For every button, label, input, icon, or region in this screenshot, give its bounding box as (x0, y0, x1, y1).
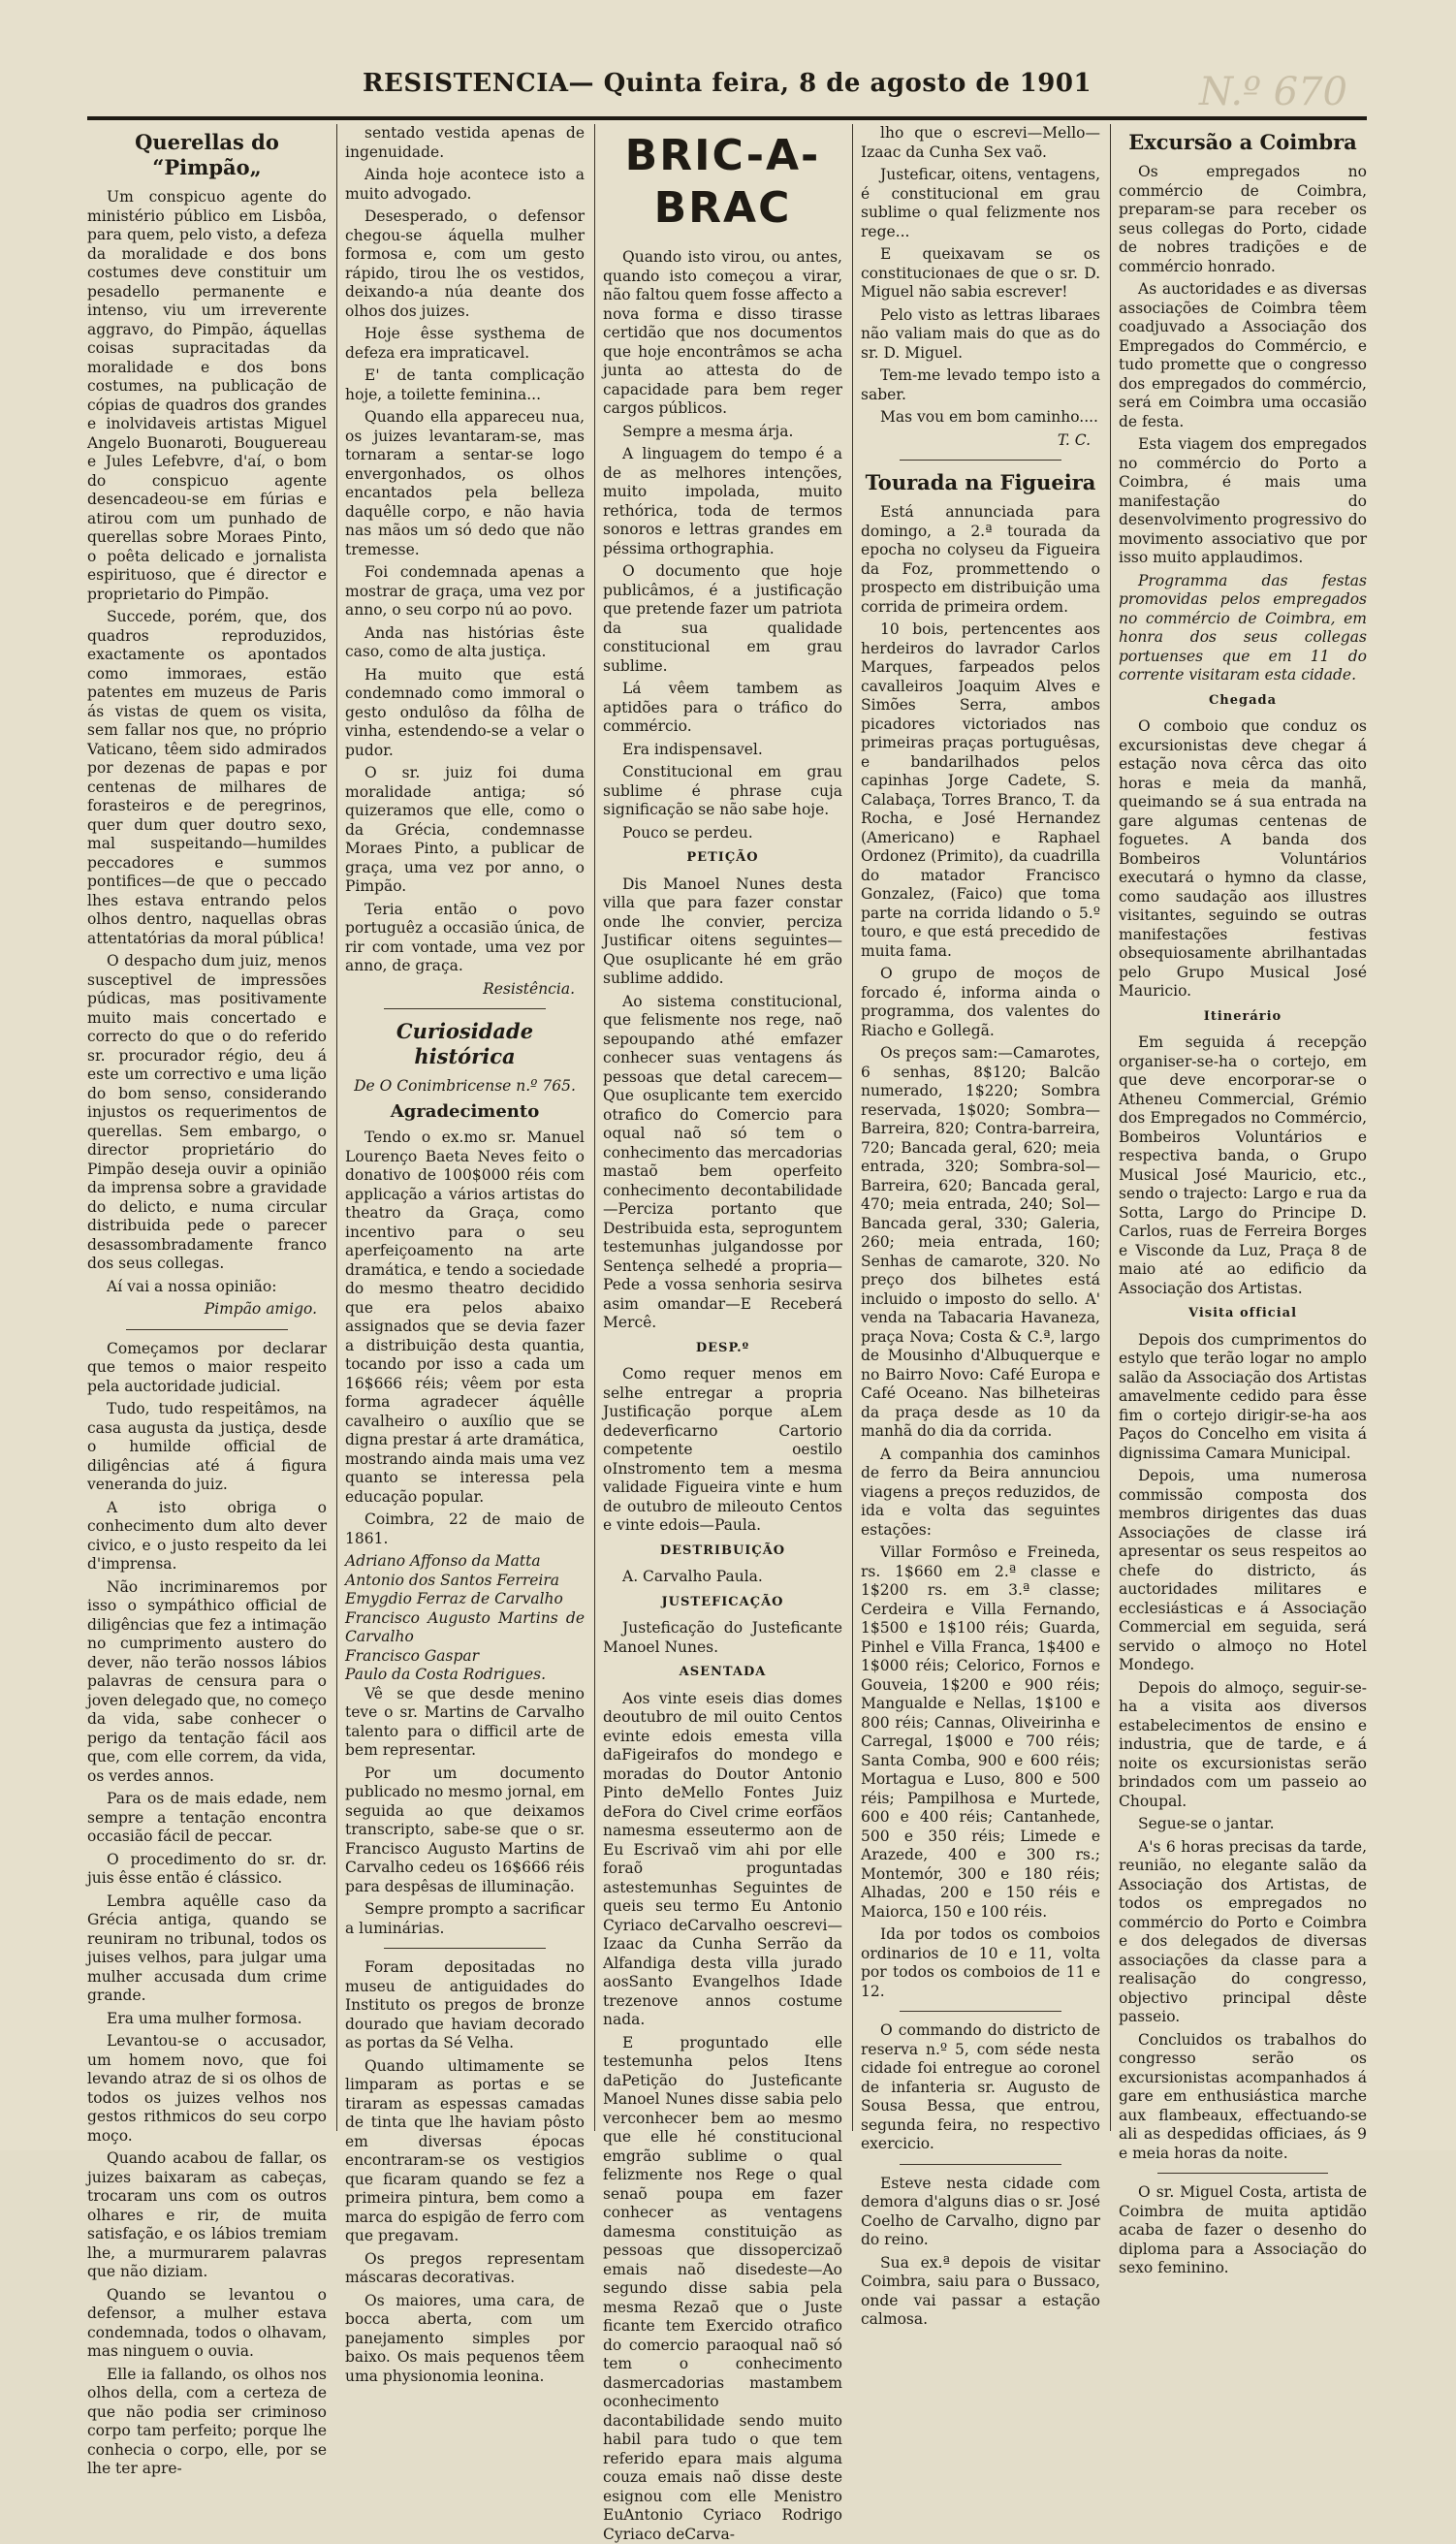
asentada-heading: ASENTADA (603, 1663, 842, 1682)
col5-paragraph: Depois, uma numerosa commissão composta dos membros dirigentes das duas Associações de classe irá apresentar os seus respeitos ao chefe do districto, ás auctoridades militares e ecclesiásticas e á Associação Commercial em seguida, será servido o almoço no Hotel Mondego. (1119, 1467, 1367, 1675)
separator (126, 1329, 288, 1330)
col2-paragraph: Foram depositadas no museu de antiguidades do Instituto os pregos de bronze dourado que haviam decorado as portas da Sé Velha. (345, 1958, 585, 2053)
col2-paragraph: Desesperado, o defensor chegou-se áquella mulher formosa e, com um gesto rápido, tirou lhe os vestidos, deixando-a núa deante dos olhos dos juizes. (345, 207, 585, 321)
program-intro: Programma das festas promovidas pelos empregados no commércio de Coimbra, em honra dos seus collegas portuenses que em 11 do corrente visitaram esta cidade. (1119, 572, 1367, 685)
col2-paragraph: E' de tanta complicação hoje, a toilette feminina... (345, 366, 585, 404)
col3-paragraph: Dis Manoel Nunes desta villa que para fazer constar onde lhe convier, perciza Justificar oitens seguintes—Que osuplicante hé em grão sublime addido. (603, 875, 842, 989)
signatory-name: Antonio dos Santos Ferreira (345, 1572, 585, 1591)
column-1 (87, 124, 327, 2131)
masthead (87, 62, 1367, 120)
col3-paragraph: Aos vinte eseis dias domes deoutubro de mil ouito Centos evinte edois emesta villa daFigeirafos do mondego e moradas do Doutor Antonio Pinto deMello Fontes Juiz deFora do Civel crime eorfãos namesma esseutermo aon de Eu Escrivaõ vim ahi por elle foraõ proguntadas astestemunhas Seguintes de queis seu termo Eu Antonio Cyriaco deCarvalho oescrevi—Izaac da Cunha Serrão da Alfandiga desta villa jurado aosSanto Evangelhos Idade trezenove annos costume nada. (603, 1690, 842, 2030)
col2-paragraph: Vê se que desde menino teve o sr. Martins de Carvalho talento para o difficil arte de bem representar. (345, 1685, 585, 1761)
issue-number: N.º 670 (1199, 70, 1347, 114)
col5-paragraph: As auctoridades e as diversas associações de Coimbra têem coadjuvado a Associação dos Empregados do Commércio, e tudo promette que o congresso dos empregados do commércio, será em Coimbra uma occasião de festa. (1119, 280, 1367, 431)
col3-paragraph: A. Carvalho Paula. (603, 1568, 842, 1587)
col3-paragraph: Como requer menos em selhe entregar a propria Justificação porque aLem dedeverficarno Cartorio competente oestilo oInstromento tem a mesma validade Figueira vinte e hum de outubro de mileouto Centos e vinte edois—Paula. (603, 1365, 842, 1536)
destribuicao-heading: DESTRIBUIÇÃO (603, 1542, 842, 1561)
signatory-name: Adriano Affonso da Matta (345, 1552, 585, 1572)
agradecimento-heading: Agradecimento (345, 1102, 585, 1122)
col3-paragraph: O documento que hoje publicâmos, é a justificação que pretende fazer um patriota da sua qualidade constitucional em grau sublime. (603, 562, 842, 676)
col2-paragraph: Teria então o povo portuguêz a occasião única, de rir com vontade, uma vez por anno, de graça. (345, 901, 585, 976)
col1-paragraph: Era uma mulher formosa. (87, 2010, 327, 2029)
separator (384, 1948, 546, 1949)
col2-paragraph: Quando ella appareceu nua, os juizes levantaram-se, mas tornaram a sentar-se logo envergonhados, os olhos encantados pela belleza daquêlle corpo, e não havia nas mãos um só dedo que não tremesse. (345, 408, 585, 559)
excursao-heading: Excursão a Coimbra (1119, 130, 1367, 155)
col3-paragraph: E proguntado elle testemunha pelos Itens daPetição do Justeficante Manoel Nunes disse sabia pelo verconhecer bem ao mesmo que elle hé constitucional emgrão sublime o qual felizmente nos Rege o qual senaõ poupa em fazer conhecer as ventagens damesma constituição as pessoas que dissopercizaõ emais naõ disedeste—Ao segundo disse sabia pela mesma Rezaõ que o Juste ficante tem Exercido otrafico do comercio paraoqual naõ só tem o conhecimento dasmercadorias mastambem oconhecimento dacontabilidade sendo muito habil para tudo o que tem referido epara mais alguma couza emais naõ disse deste esignou com elle Menistro EuAntonio Cyriaco Rodrigo Cyriaco deCarva- (603, 2034, 842, 2544)
column-2 (345, 124, 585, 2131)
col1-paragraph: Lembra aquêlle caso da Grécia antiga, quando se reuniram no tribunal, todos os juises velhos, para julgar uma mulher accusada dum crime grande. (87, 1892, 327, 2006)
column-4 (861, 124, 1100, 2131)
col1-paragraph: Aí vai a nossa opinião: (87, 1278, 327, 1297)
col4-paragraph: E queixavam se os constitucionaes de que o sr. D. Miguel não sabia escrever! (861, 245, 1100, 302)
col4-paragraph: Mas vou em bom caminho.... (861, 408, 1100, 428)
column-rule (1110, 124, 1111, 2131)
col5-paragraph: A's 6 horas precisas da tarde, reunião, no elegante salão da Associação dos Artistas, de todos os empregados no commércio do Porto e Coimbra e dos delegados de diversas associações da classe para a realisação do congresso, objectivo principal dêste passeio. (1119, 1838, 1367, 2027)
col4-paragraph: Está annunciada para domingo, a 2.ª tourada da epocha no colyseu da Figueira da Foz, prommettendo o prospecto em distribuição uma corrida de primeira ordem. (861, 503, 1100, 617)
signatories (345, 1552, 585, 1685)
separator (900, 2011, 1061, 2012)
col2-paragraph: Tendo o ex.mo sr. Manuel Lourenço Baeta Neves feito o donativo de 100$000 réis com applicação a vários artistas do theatro da Graça, como incentivo para o seu aperfeiçoamento na arte dramática, e tendo a sociedade do mesmo theatro decidido que era pelos abaixo assignados que se devia fazer a distribuição desta quantia, tocando por isso a cada um 16$666 réis; vêem por esta forma agradecer áquêlle cavalheiro o auxílio que se digna prestar á arte dramática, mostrando ainda mais uma vez quanto se interessa pela educação popular. (345, 1129, 585, 1507)
col5-paragraph: O comboio que conduz os excursionistas deve chegar á estação nova cêrca das oito horas e meia da manhã, queimando se á sua entrada na gare algumas centenas de foguetes. A banda dos Bombeiros Voluntários executará o hymno da classe, como saudação aos illustres visitantes, seguindo se outras manifestações festivas obsequiosamente abrilhantadas pelo Grupo Musical José Mauricio. (1119, 717, 1367, 1002)
col4-paragraph: O grupo de moços de forcado é, informa ainda o programma, dos valentes do Riacho e Gollegã. (861, 965, 1100, 1040)
col4-paragraph: Ida por todos os comboios ordinarios de 10 e 11, volta por todos os comboios de 11 e 12. (861, 1925, 1100, 2001)
col2-paragraph: Sempre prompto a sacrificar a luminárias. (345, 1900, 585, 1938)
signatory-name: Paulo da Costa Rodrigues. (345, 1666, 585, 1685)
columns (87, 124, 1367, 2131)
col5-paragraph: Em seguida á recepção organiser-se-ha o cortejo, em que deve encorporar-se o Atheneu Commercial, Grémio dos Empregados no Commércio, Bombeiros Voluntários e respectiva banda, o Grupo Musical José Mauricio, etc., sendo o trajecto: Largo e rua da Sotta, Largo do Principe D. Carlos, ruas de Ferreira Borges e Visconde da Luz, Praça 8 de maio até ao edificio da Associação dos Artistas. (1119, 1034, 1367, 1298)
col1-paragraph: Succede, porém, que, dos quadros reproduzidos, exactamente os apontados como immoraes, estão patentes em muzeus de Paris ás vistas de quem os visita, sem fallar nos que, no próprio Vaticano, têem sido admirados por dezenas de papas e por centenas de milhares de forasteiros e de peregrinos, quer dum quer doutro sexo, mal suspeitando—humildes peccadores e summos pontifices—de que o peccado lhes estava entrando pelos olhos dentro, naquellas obras attentatórias da moral pública! (87, 608, 327, 948)
col1-paragraph: Começamos por declarar que temos o maior respeito pela auctoridade judicial. (87, 1340, 327, 1397)
col5-paragraph: Segue-se o jantar. (1119, 1815, 1367, 1834)
signature: T. C. (861, 431, 1091, 451)
col2-paragraph: Por um documento publicado no mesmo jornal, em seguida ao que deixamos transcripto, sabe-se que o sr. Francisco Augusto Martins de Carvalho cedeu os 16$666 réis para despêsas de illuminação. (345, 1765, 585, 1897)
justeficacao-heading: JUSTEFICAÇÃO (603, 1593, 842, 1612)
separator (384, 1008, 546, 1009)
col5-paragraph: Esta viagem dos empregados no commércio do Porto a Coimbra, é mais uma manifestação do desenvolvimento progressivo do movimento associativo que por isso muito applaudimos. (1119, 435, 1367, 568)
col5-paragraph: Concluidos os trabalhos do congresso serão os excursionistas acompanhados á gare em enthusiástica marche aux flambeaux, effectuando-se ali as despedidas officiaes, ás 9 e meia horas da noite. (1119, 2031, 1367, 2164)
col4-paragraph: 10 bois, pertencentes aos herdeiros do lavrador Carlos Marques, farpeados pelos cavalleiros Joaquim Alves e Simões Serra, ambos picadores victoriados nas primeiras praças portuguêsas, e bandarilhados pelos capinhas Jorge Cadete, S. Calabaça, Torres Branco, T. da Rocha, e José Hernandez (Americano) e Raphael Ordonez (Primito), da cuadrilla do matador Francisco Gonzalez, (Faico) que toma parte na corrida lidando o 5.º touro, e que está precedido de muita fama. (861, 620, 1100, 961)
col2-paragraph: Foi condemnada apenas a mostrar de graça, uma vez por anno, o seu corpo nú ao povo. (345, 563, 585, 620)
col1-paragraph: Levantou-se o accusador, um homem novo, que foi levando atraz de si os olhos de todos os juizes velhos nos gestos rithmicos do seu corpo moço. (87, 2032, 327, 2146)
col4-paragraph: Tem-me levado tempo isto a saber. (861, 366, 1100, 404)
visita-official-heading: Visita official (1119, 1304, 1367, 1323)
col1-paragraph: A isto obriga o conhecimento dum alto dever civico, e o justo respeito da lei d'imprensa. (87, 1499, 327, 1574)
col2-paragraph: Coimbra, 22 de maio de 1861. (345, 1510, 585, 1548)
col4-paragraph: Sua ex.ª depois de visitar Coimbra, saiu para o Bussaco, onde vai passar a estação calmosa. (861, 2254, 1100, 2330)
col3-paragraph: Pouco se perdeu. (603, 824, 842, 843)
col5-paragraph: Depois do almoço, seguir-se-ha a visita aos diversos estabelecimentos de ensino e industria, que de tarde, e á noite os excursionistas serão brindados com um passeio ao Choupal. (1119, 1679, 1367, 1812)
col4-paragraph: O commando do districto de reserva n.º 5, com séde nesta cidade foi entregue ao coronel de infanteria sr. Augusto de Sousa Bessa, que entrou, segunda feira, no respectivo exercicio. (861, 2021, 1100, 2154)
bric-a-brac-heading: BRIC-A-BRAC (603, 130, 842, 235)
col4-paragraph: Justeficar, oitens, ventagens, é constitucional em grau sublime o qual felizmente nos rege... (861, 166, 1100, 241)
col2-paragraph: Ha muito que está condemnado como immoral o gesto ondulôso da fôlha de vinha, estendendo-se a velar o pudor. (345, 666, 585, 761)
col1-paragraph: Um conspicuo agente do ministério público em Lisbôa, para quem, pelo visto, a defeza da moralidade e dos bons costumes deve constituir um pesadello permanente e intenso, viu um irreverente aggravo, do Pimpão, áquellas coisas supracitadas da moralidade e dos bons costumes, na publicação de cópias de quadros dos grandes e inolvidaveis artistas Miguel Angelo Buonaroti, Bouguereau e Jules Lefebvre, d'aí, o bom do conspicuo agente desencadeou-se em fúrias e atirou com um punhado de querellas sobre Moraes Pinto, o poêta delicado e jornalista espirituoso, que é director e proprietario do Pimpão. (87, 188, 327, 604)
itinerario-heading: Itinerário (1119, 1007, 1367, 1027)
col1-paragraph: O despacho dum juiz, menos susceptivel de impressões púdicas, mas positivamente muito mais concertado e correcto do que o do referido sr. procurador régio, deu á este um correctivo e uma lição do bom senso, considerando injustos os requerimentos de querellas. Sem embargo, o director proprietário do Pimpão deseja ouvir a opinião da imprensa sobre a gravidade do delicto, e numa circular distribuida pede o parecer desassombradamente franco dos seus collegas. (87, 952, 327, 1274)
col3-paragraph: Justeficação do Justeficante Manoel Nunes. (603, 1619, 842, 1657)
signatory-name: Francisco Augusto Martins de Carvalho (345, 1609, 585, 1647)
masthead-title: RESISTENCIA— Quinta feira, 8 de agosto de 1901 (87, 62, 1367, 105)
col1-paragraph: Quando se levantou o defensor, a mulher estava condemnada, todos o olhavam, mas ninguem o ouvia. (87, 2286, 327, 2362)
col5-paragraph: Depois dos cumprimentos do estylo que terão logar no amplo salão da Associação dos Artistas amavelmente cedido para êsse fim o cortejo dirigir-se-ha aos Paços do Concelho em visita á dignissima Camara Municipal. (1119, 1331, 1367, 1464)
despacho-heading: DESP.º (603, 1339, 842, 1358)
peticao-heading: PETIÇÃO (603, 848, 842, 868)
signatory-name: Francisco Gaspar (345, 1647, 585, 1667)
column-rule (336, 124, 337, 2131)
col1-paragraph: Não incriminaremos por isso o sympáthico official de diligências que fez a intimação no cumprimento austero do dever, não terão nossos lábios palavras de censura para o joven delegado que, no começo da vida, sabe conhecer o perigo da tentação fácil aos que, com elle correm, da vida, os verdes annos. (87, 1578, 327, 1787)
col2-paragraph: Quando ultimamente se limparam as portas e se tiraram as espessas camadas de tinta que lhe haviam pôsto em diversas épocas encontraram-se os vestigios que ficaram quando se fez a primeira pintura, bem como a marca do espigão de ferro com que pregavam. (345, 2057, 585, 2246)
col3-paragraph: Ao sistema constitucional, que felismente nos rege, naõ sepoupando athé emfazer conhecer suas ventagens ás pessoas que detal carecem—Que osuplicante tem exercido otrafico do Comercio para oqual naõ só tem o conhecimento das mercadorias mastaõ bem operfeito conhecimento decontabilidade—Perciza portanto que Destribuida esta, seproguntem testemunhas julgandosse por Sentença selhedé a propria—Pede a vossa senhoria sesirva asim omandar—E Receberá Mercê. (603, 993, 842, 1333)
col5-paragraph: O sr. Miguel Costa, artista de Coimbra de muita aptidão acaba de fazer o desenho do diploma para a Associação do sexo feminino. (1119, 2183, 1367, 2278)
col4-paragraph: Villar Formôso e Freineda, rs. 1$660 em 2.ª classe e 1$200 rs. em 3.ª classe; Cerdeira e Villa Fernando, 1$500 e 1$100 réis; Guarda, Pinhel e Villa Franca, 1$400 e 1$000 réis; Celorico, Fornos e Gouveia, 1$200 e 900 réis; Mangualde e Nellas, 1$100 e 800 réis; Cannas, Oliveirinha e Carregal, 1$000 e 700 réis; Santa Comba, 900 e 600 réis; Mortagua e Luso, 800 e 500 réis; Pampilhosa e Murtede, 600 e 400 réis; Cantanhede, 500 e 350 réis; Limede e Arazede, 400 e 300 rs.; Montemór, 300 e 180 réis; Alhadas, 200 e 150 réis e Maiorca, 150 e 100 réis. (861, 1543, 1100, 1922)
col1-paragraph: Para os de mais edade, nem sempre a tentação encontra occasião fácil de peccar. (87, 1790, 327, 1847)
col1-paragraph: O procedimento do sr. dr. juis êsse então é clássico. (87, 1851, 327, 1889)
col1-paragraph: Elle ia fallando, os olhos nos olhos della, com a certeza de que não podia ser criminoso corpo tam perfeito; porque lhe conhecia o corpo, elle, por se lhe ter apre- (87, 2366, 327, 2479)
curiosidade-heading: Curiosidade histórica (345, 1019, 585, 1069)
col5-paragraph: Os empregados no commércio de Coimbra, preparam-se para receber os seus collegas do Porto, cidade de nobres tradições e de commércio honrado. (1119, 163, 1367, 276)
separator (1157, 2173, 1328, 2174)
column-3 (603, 124, 842, 2131)
col2-paragraph: Ainda hoje acontece isto a muito advogado. (345, 166, 585, 204)
col2-paragraph: sentado vestida apenas de ingenuidade. (345, 124, 585, 162)
col4-paragraph: A companhia dos caminhos de ferro da Beira annunciou viagens a preços reduzidos, de ida e volta das seguintes estações: (861, 1446, 1100, 1541)
querellas-heading: Querellas do “Pimpão„ (87, 130, 327, 180)
salutation: Pimpão amigo. (87, 1300, 327, 1320)
col1-paragraph: Quando acabou de fallar, os juizes baixaram as cabeças, trocaram uns com os outros olhares e rir, de muita satisfação, e os lábios tremiam lhe, a murmurarem palavras que não diziam. (87, 2149, 327, 2282)
col2-paragraph: Hoje êsse systhema de defeza era impraticavel. (345, 325, 585, 363)
col2-paragraph: Os maiores, uma cara, de bocca aberta, com um panejamento simples por baixo. Os mais pequenos têem uma physionomia leonina. (345, 2292, 585, 2387)
col2-paragraph: Os pregos representam máscaras decorativas. (345, 2250, 585, 2288)
col4-paragraph: Esteve nesta cidade com demora d'alguns dias o sr. José Coelho de Carvalho, digno par do reino. (861, 2175, 1100, 2250)
col3-paragraph: Lá vêem tambem as aptidões para o tráfico do commércio. (603, 680, 842, 737)
tourada-heading: Tourada na Figueira (861, 470, 1100, 495)
column-5 (1119, 124, 1367, 2131)
col3-paragraph: A linguagem do tempo é a de as melhores intenções, muito impolada, muito rethórica, toda de termos sonoros e lettras grandes em péssima orthographia. (603, 445, 842, 558)
column-rule (594, 124, 595, 2131)
col3-paragraph: Quando isto virou, ou antes, quando isto começou a virar, não faltou quem fosse affecto a nova forma e disso tirasse certidão que nos documentos que hoje encontrâmos se acha junta ao attesta do de capacidade para bem reger cargos públicos. (603, 248, 842, 419)
separator (900, 2164, 1061, 2165)
col2-paragraph: O sr. juiz foi duma moralidade antiga; só quizeramos que elle, como o da Grécia, condemnasse Moraes Pinto, a publicar de graça, uma vez por anno, o Pimpão. (345, 764, 585, 897)
col1-paragraph: Tudo, tudo respeitâmos, na casa augusta da justiça, desde o humilde official de diligências até á figura veneranda do juiz. (87, 1400, 327, 1495)
col3-paragraph: Constitucional em grau sublime é phrase cuja significação se não sabe hoje. (603, 763, 842, 820)
source-line: De O Conimbricense n.º 765. (345, 1077, 585, 1097)
col4-paragraph: Pelo visto as lettras libaraes não valiam mais do que as do sr. D. Miguel. (861, 306, 1100, 364)
signatory-name: Emygdio Ferraz de Carvalho (345, 1590, 585, 1609)
col4-paragraph: lho que o escrevi—Mello—Izaac da Cunha Sex vaõ. (861, 124, 1100, 162)
chegada-heading: Chegada (1119, 691, 1367, 711)
col3-paragraph: Era indispensavel. (603, 741, 842, 760)
col4-paragraph: Os preços sam:—Camarotes, 6 senhas, 8$120; Balcão numerado, 1$220; Sombra reservada, 1$020; Sombra—Barreira, 820; Contra-barreira, 720; Bancada geral, 620; meia entrada, 320; Sombra-sol—Barreira, 620; Bancada geral, 470; meia entrada, 240; Sol—Bancada geral, 330; Galeria, 260; meia entrada, 160; Senhas de camarote, 320. No preço dos bilhetes está incluido o imposto do sello. A' venda na Tabacaria Havaneza, praça Nova; Costa & C.ª, largo de Mousinho d'Albuquerque e no Bairro Novo: Café Europa e Café Oceano. Nas bilheteiras da praça desde as 10 da manhã do dia da corrida. (861, 1044, 1100, 1442)
signature: Resistência. (345, 980, 575, 1000)
col2-paragraph: Anda nas histórias êste caso, como de alta justiça. (345, 624, 585, 662)
col3-paragraph: Sempre a mesma árja. (603, 423, 842, 442)
separator (900, 460, 1061, 461)
column-rule (852, 124, 853, 2131)
